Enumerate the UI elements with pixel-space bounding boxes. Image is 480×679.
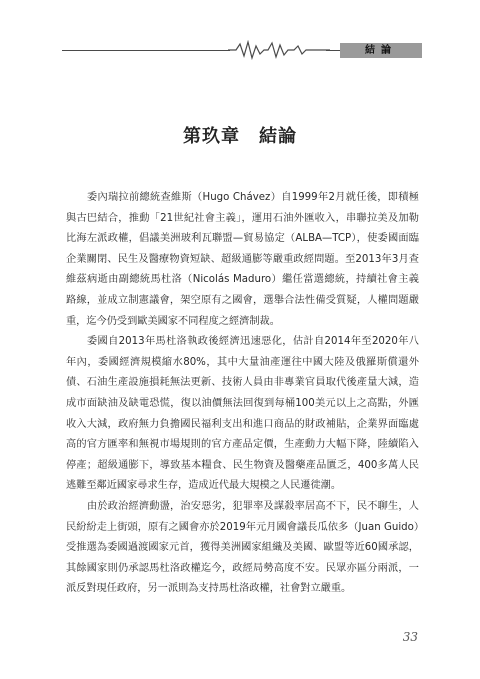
- page-number: 33: [402, 630, 418, 644]
- paragraph-3: 由於政治經濟動盪，治安惡劣，犯罪率及謀殺率居高不下，民不聊生，人民紛紛走上街頭，原有之國會亦於2019年元月國會議長瓜依多（Juan Guido）受推選為委國過渡國家元首，獲得美洲國家組織及美國、歐盟等近60國承認，其餘國家則仍承認馬杜洛政權迄今，政經局勢高度不安。民眾亦區分兩派，一派反對現任政府，另一派則為支持馬杜洛政權，社會對立嚴重。: [66, 500, 419, 595]
- header-rule-right: [326, 50, 340, 51]
- header-rule-left: [62, 50, 230, 51]
- running-header: [62, 40, 422, 60]
- section-label: 結論: [340, 43, 422, 58]
- chapter-title: 第玖章 結論: [183, 126, 297, 147]
- paragraph-1: 委內瑞拉前總統查維斯（Hugo Chávez）自1999年2月就任後，即積極與古巴結合，推動「21世紀社會主義」，運用石油外匯收入，串聯拉美及加勒比海左派政權，倡議美洲玻利瓦聯盟—貿易協定（ALBA—TCP），使委國面臨企業關閉、民生及醫療物資短缺、超級通膨等嚴重政經問題。至2013年3月查維茲病逝由副總統馬杜洛（Nicolás Maduro）繼任當選總統，持續社會主義路線，並成立制憲議會，架空原有之國會，選舉合法性備受質疑，人權問題嚴重，迄今仍受到歐美國家不同程度之經濟制裁。: [66, 192, 419, 327]
- paragraph-2: 委國自2013年馬杜洛執政後經濟迅速惡化，估計自2014年至2020年八年內，委國經濟規模縮水80%，其中大量油產運往中國大陸及俄羅斯償還外債、石油生產設施損耗無法更新、技術人員由非專業官員取代後產量大減，造成市面缺油及缺電恐慌，復以油價無法回復到每桶100美元以上之高點，外匯收入大減，政府無力負擔國民福利支出和進口商品的財政補貼，企業界面臨處高的官方匯率和無視市場規則的官方產品定價，生產動力大幅下降，陸續陷入停產；超級通膨下，導致基本糧食、民生物資及醫藥產品匱乏，400多萬人民逃難至鄰近國家尋求生存，造成近代最大規模之人民遷徙潮。: [66, 336, 419, 492]
- heartbeat-line-icon: [228, 40, 330, 60]
- body-text: [66, 188, 419, 600]
